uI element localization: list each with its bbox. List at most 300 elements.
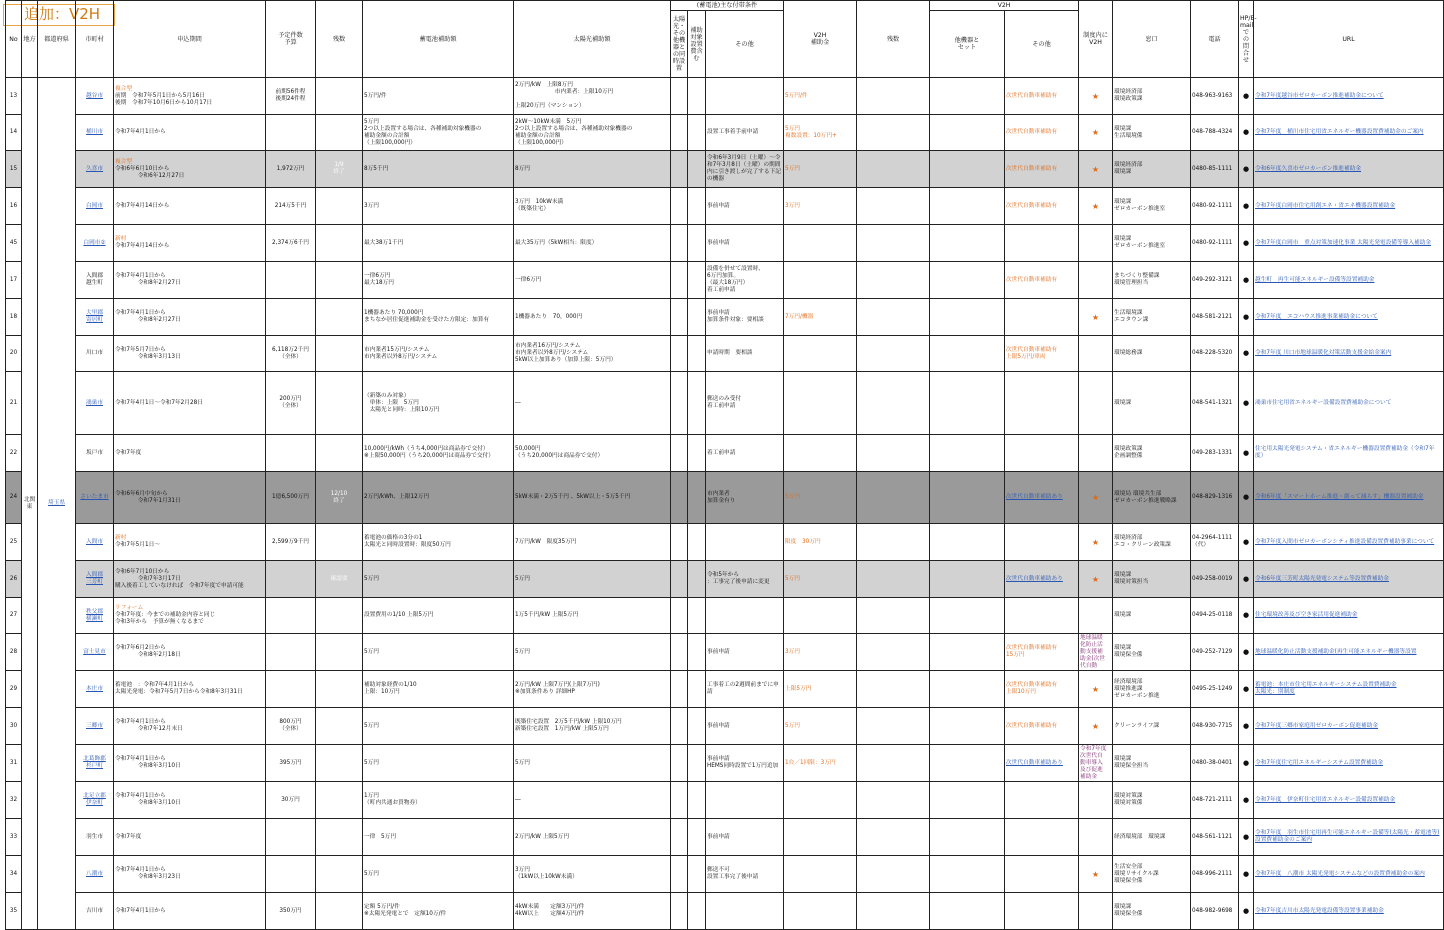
v2h-remain-cell: [857, 115, 930, 151]
v2h-amount-cell: [784, 893, 857, 930]
tel-cell: 048-930-7715: [1191, 708, 1239, 745]
battery-cell: 2万円/kWh、上限12万円: [363, 472, 514, 524]
v2h-set-cell: [930, 598, 1005, 634]
v2h-other-cell: [1005, 524, 1079, 561]
set-cell: [671, 671, 688, 708]
url-link[interactable]: 令和7年度 羽生市住宅用再生可能エネルギー設備等(太陽光・蓄電池等)設置費補助金のご案内: [1254, 819, 1444, 856]
set-cell: [671, 524, 688, 561]
city-cell[interactable]: 越谷市: [76, 78, 114, 115]
col-v2h-set: 他機器と セット: [930, 11, 1005, 78]
v2h-other-cell: [1005, 372, 1079, 435]
col-v2h-other: その他: [1005, 11, 1079, 78]
hp-mark-cell: ●: [1239, 78, 1254, 115]
period-cell: 令和7年4月1日から 令和8年2月27日: [114, 299, 266, 336]
other-cell: 事前申請: [706, 225, 784, 262]
incl-cell: [688, 472, 706, 524]
v2h-set-cell: [930, 336, 1005, 372]
remain-cell: [316, 336, 363, 372]
inst-v2h-cell: [1079, 819, 1113, 856]
col-battery: 蓄電池補助額: [363, 1, 514, 78]
set-cell: [671, 745, 688, 782]
v2h-remain-cell: [857, 893, 930, 930]
remain-cell: [316, 856, 363, 893]
hp-mark-cell: ●: [1239, 819, 1254, 856]
v2h-amount-cell: [784, 372, 857, 435]
incl-cell: [688, 708, 706, 745]
tel-cell: 04-2964-1111 （代）: [1191, 524, 1239, 561]
v2h-remain-cell: [857, 819, 930, 856]
inst-v2h-cell: [1079, 262, 1113, 299]
battery-cell: 1機器あたり 70,000円 まちなか居住促進補助金を受けた方限定：加算有: [363, 299, 514, 336]
url-link[interactable]: 令和7年度越谷市ゼロカーボン推進補助金について: [1254, 78, 1444, 115]
incl-cell: [688, 819, 706, 856]
tel-cell: 049-283-1331: [1191, 435, 1239, 472]
inst-v2h-cell: ★: [1079, 856, 1113, 893]
url-link[interactable]: 地球温暖化防止活動支援補助金(再生可能エネルギー機器等設置: [1254, 634, 1444, 671]
planned-cell: 350万円: [266, 893, 316, 930]
url-link[interactable]: 令和7年度 川口市地球温暖化対策活動支援金給金案内: [1254, 336, 1444, 372]
row-no: 34: [6, 856, 22, 893]
table-row: [6, 225, 1444, 262]
v2h-remain-cell: [857, 151, 930, 188]
dept-cell: 環境課 生活環境係: [1113, 115, 1191, 151]
dept-cell: 経済環境部 環境課: [1113, 819, 1191, 856]
dept-cell: 環境経済部 環境課: [1113, 151, 1191, 188]
planned-cell: 200万円 （全体）: [266, 372, 316, 435]
col-hp: HP/E-mailでの問合せ: [1239, 1, 1254, 78]
url-link[interactable]: 令和7年度 エコハウス推進事業補助金について: [1254, 299, 1444, 336]
v2h-remain-cell: [857, 372, 930, 435]
planned-cell: 214万5千円: [266, 188, 316, 225]
tel-cell: 0494-25-0118: [1191, 598, 1239, 634]
hp-mark-cell: ●: [1239, 225, 1254, 262]
url-link[interactable]: 令和7年度吉川市太陽光発電設備等設置事業補助金: [1254, 893, 1444, 930]
set-cell: [671, 299, 688, 336]
set-cell: [671, 634, 688, 671]
battery-cell: 8万5千円: [363, 151, 514, 188]
tel-cell: 049-292-3121: [1191, 262, 1239, 299]
col-no: No: [6, 1, 22, 78]
tel-cell: 048-963-9163: [1191, 78, 1239, 115]
v2h-other-cell: 次世代自動車補助あり: [1005, 472, 1079, 524]
v2h-amount-cell: [784, 782, 857, 819]
v2h-other-cell: 次世代自動車補助有 15万円: [1005, 634, 1079, 671]
inst-v2h-cell: [1079, 336, 1113, 372]
url-link[interactable]: 令和6年度三芳町太陽光発電システム等設置費補助金: [1254, 561, 1444, 598]
v2h-other-cell: [1005, 225, 1079, 262]
v2h-amount-cell: 5万円: [784, 472, 857, 524]
period-cell: 複合型 前期 令和7年5月1日から5月16日 後期 令和7年10月6日から10月17日: [114, 78, 266, 115]
v2h-remain-cell: [857, 856, 930, 893]
incl-cell: [688, 745, 706, 782]
incl-cell: [688, 299, 706, 336]
v2h-set-cell: [930, 151, 1005, 188]
remain-cell: [316, 598, 363, 634]
col-inst-v2h: 制度内に V2H: [1079, 1, 1113, 78]
hp-mark-cell: ●: [1239, 262, 1254, 299]
battery-cell: 1万円 （町内共通お買物券）: [363, 782, 514, 819]
col-v2h-amount: V2H 補助金: [784, 1, 857, 78]
v2h-set-cell: [930, 435, 1005, 472]
row-no: 30: [6, 708, 22, 745]
v2h-remain-cell: [857, 524, 930, 561]
hp-mark-cell: ●: [1239, 561, 1254, 598]
city-cell[interactable]: 秩父郡 横瀬町: [76, 598, 114, 634]
table-row: [6, 115, 1444, 151]
battery-cell: 一律6万円 最大18万円: [363, 262, 514, 299]
battery-cell: 5万円: [363, 561, 514, 598]
table-row: [6, 336, 1444, 372]
hp-mark-cell: ●: [1239, 856, 1254, 893]
incl-cell: [688, 893, 706, 930]
period-cell: 令和6年7月10日から 令和7年3月17日 購入後着工していなければ 令和7年度で申請可能: [114, 561, 266, 598]
tel-cell: 049-252-7129: [1191, 634, 1239, 671]
inst-v2h-cell: ★: [1079, 299, 1113, 336]
city-cell: 坂戸市: [76, 435, 114, 472]
battery-cell: 5万円: [363, 856, 514, 893]
dept-cell: 経済環境部 環境推進課 ゼロカーボン推進: [1113, 671, 1191, 708]
dept-cell: クリーンライフ課: [1113, 708, 1191, 745]
other-cell: 事前申請: [706, 634, 784, 671]
tel-cell: 049-258-0019: [1191, 561, 1239, 598]
hp-mark-cell: ●: [1239, 336, 1254, 372]
city-cell[interactable]: 白岡市: [76, 188, 114, 225]
period-cell: 令和6年6月中旬から 令和7年1月31日: [114, 472, 266, 524]
solar-cell: 2kW～10kW未満 5万円 2つ以上設置する場合は、各種補助対象機器の 補助金額の合計額 （上限100,000円）: [514, 115, 671, 151]
incl-cell: [688, 78, 706, 115]
other-cell: 申請時期 要相談: [706, 336, 784, 372]
remain-cell: [316, 188, 363, 225]
city-cell[interactable]: さいたま市: [76, 472, 114, 524]
other-cell: [706, 78, 784, 115]
url-link[interactable]: 住宅用太陽光発電システム・省エネルギー機器設置費補助金（令和7年度）: [1254, 435, 1444, 472]
hp-mark-cell: ●: [1239, 188, 1254, 225]
city-cell[interactable]: 白岡市②: [76, 225, 114, 262]
v2h-other-cell: 次世代自動車補助有 上限5万円/車両: [1005, 336, 1079, 372]
col-url: URL: [1254, 1, 1444, 78]
row-no: 32: [6, 782, 22, 819]
v2h-amount-cell: [784, 225, 857, 262]
planned-cell: [266, 299, 316, 336]
tel-cell: 0480-85-1111: [1191, 151, 1239, 188]
dept-cell: 環境課 ゼロカーボン推進室: [1113, 188, 1191, 225]
url-link[interactable]: 令和6年度「スマートホーム推進・創って減らす」機器設置補助金: [1254, 472, 1444, 524]
hp-mark-cell: ●: [1239, 372, 1254, 435]
period-cell: 令和7年4月1日から 令和8年3月23日: [114, 856, 266, 893]
inst-v2h-cell: [1079, 225, 1113, 262]
solar-cell: 1万5千円/kW 上限5万円: [514, 598, 671, 634]
v2h-set-cell: [930, 372, 1005, 435]
period-cell: 新村 令和7年4月14日から: [114, 225, 266, 262]
hp-mark-cell: ●: [1239, 115, 1254, 151]
dept-cell: 生活環境課 エコタウン課: [1113, 299, 1191, 336]
table-row: [6, 856, 1444, 893]
tel-cell: 048-982-9698: [1191, 893, 1239, 930]
dept-cell: 環境経済部 環境政策課: [1113, 78, 1191, 115]
city-cell[interactable]: 北足立郡 伊奈町: [76, 782, 114, 819]
hp-mark-cell: ●: [1239, 782, 1254, 819]
v2h-set-cell: [930, 708, 1005, 745]
hp-mark-cell: ●: [1239, 151, 1254, 188]
row-no: 16: [6, 188, 22, 225]
table-row: [6, 524, 1444, 561]
city-cell: 入間郡 越生町: [76, 262, 114, 299]
hp-mark-cell: ●: [1239, 893, 1254, 930]
v2h-set-cell: [930, 115, 1005, 151]
city-cell[interactable]: 大里郡 寄居町: [76, 299, 114, 336]
battery-cell: 市内業者15万円/システム 市内業者以外8万円/システム: [363, 336, 514, 372]
battery-cell: 5万円/件: [363, 78, 514, 115]
v2h-remain-cell: [857, 472, 930, 524]
set-cell: [671, 435, 688, 472]
v2h-set-cell: [930, 745, 1005, 782]
other-cell: 令和5年から ：工事完了後申請に変更: [706, 561, 784, 598]
url-link[interactable]: 令和7年度 八潮市 太陽光発電システムなどの設置費補助金の案内: [1254, 856, 1444, 893]
url-link[interactable]: 越生町 再生可能エネルギー設備等設置補助金: [1254, 262, 1444, 299]
v2h-set-cell: [930, 524, 1005, 561]
city-cell[interactable]: 八潮市: [76, 856, 114, 893]
battery-cell: 蓄電池の価格の3分の1 太陽光と同時設置時：限度50万円: [363, 524, 514, 561]
city-cell[interactable]: 鴻巣市: [76, 372, 114, 435]
inst-v2h-cell: 令和7年度 次世代自 動車導入 及び促進 補助金: [1079, 745, 1113, 782]
remain-cell: [316, 524, 363, 561]
incl-cell: [688, 336, 706, 372]
v2h-other-cell: 次世代自動車補助有 上限10万円: [1005, 671, 1079, 708]
col-conditions-group: (蓄電池)主な付帯条件: [671, 1, 784, 11]
v2h-other-cell: [1005, 782, 1079, 819]
incl-cell: [688, 524, 706, 561]
url-link[interactable]: 令和7年度白岡市 重点対策加速化事業 太陽光発電設備等導入補助金: [1254, 225, 1444, 262]
v2h-other-cell: [1005, 598, 1079, 634]
url-link[interactable]: 令和7年度住宅用エネルギーシステム設置費補助金: [1254, 745, 1444, 782]
remain-cell: [316, 299, 363, 336]
other-cell: 郵送不可 設置工事完了後申請: [706, 856, 784, 893]
v2h-remain-cell: [857, 435, 930, 472]
col-v2h-group: V2H: [930, 1, 1079, 11]
table-row: [6, 561, 1444, 598]
period-cell: 令和7年5月7日から 令和8年3月13日: [114, 336, 266, 372]
city-cell[interactable]: 入間郡 三芳町: [76, 561, 114, 598]
city-cell[interactable]: 桶川市: [76, 115, 114, 151]
remain-cell: [316, 782, 363, 819]
planned-cell: 1,972万円: [266, 151, 316, 188]
dept-cell: 環境政策課 企画調整係: [1113, 435, 1191, 472]
v2h-amount-cell: 3万円: [784, 188, 857, 225]
table-row: [6, 745, 1444, 782]
table-row: [6, 634, 1444, 671]
row-no: 35: [6, 893, 22, 930]
hp-mark-cell: ●: [1239, 299, 1254, 336]
period-cell: リフォーム 令和7年度：今までの補助金内容と同じ 令和3年から 予算が無くなるまで: [114, 598, 266, 634]
dept-cell: 環境局 環境共生部 ゼロカーボン推進戦略課: [1113, 472, 1191, 524]
url-link[interactable]: 鴻巣市住宅用省エネルギー設備設置費補助金について: [1254, 372, 1444, 435]
dept-cell: 環境課 環境保全係: [1113, 634, 1191, 671]
set-cell: [671, 188, 688, 225]
planned-cell: 前期56件程 後期24件程: [266, 78, 316, 115]
hp-mark-cell: ●: [1239, 671, 1254, 708]
v2h-set-cell: [930, 634, 1005, 671]
period-cell: 令和7年4月1日～令和7年2月28日: [114, 372, 266, 435]
v2h-set-cell: [930, 671, 1005, 708]
url-link[interactable]: 令和6年度久喜市ゼロカーボン推進補助金: [1254, 151, 1444, 188]
set-cell: [671, 893, 688, 930]
added-v2h-tag: 追加：V2H: [3, 4, 115, 26]
set-cell: [671, 372, 688, 435]
other-cell: 事前申請 HEMS同時設置で1万円追加: [706, 745, 784, 782]
planned-cell: [266, 262, 316, 299]
hp-mark-cell: ●: [1239, 472, 1254, 524]
battery-cell: （新築のみ対象） 単体：上限 5万円 太陽光と同時：上限10万円: [363, 372, 514, 435]
url-link[interactable]: 住宅環境改善及び空き家活用促進補助金: [1254, 598, 1444, 634]
col-other: その他: [706, 11, 784, 78]
solar-cell: 5万円: [514, 561, 671, 598]
solar-cell: 50,000円 （うち20,000円は商品券で交付）: [514, 435, 671, 472]
incl-cell: [688, 671, 706, 708]
remain-cell: [316, 78, 363, 115]
v2h-amount-cell: 5万円: [784, 561, 857, 598]
remain-cell: [316, 634, 363, 671]
url-link[interactable]: 令和7年度 桶川市住宅用省エネルギー機器設置費補助金のご案内: [1254, 115, 1444, 151]
v2h-set-cell: [930, 299, 1005, 336]
v2h-amount-cell: 5万円: [784, 708, 857, 745]
remain-cell: [316, 893, 363, 930]
row-no: 20: [6, 336, 22, 372]
inst-v2h-cell: ★: [1079, 115, 1113, 151]
hp-mark-cell: ●: [1239, 524, 1254, 561]
other-cell: 事前申請: [706, 188, 784, 225]
city-cell[interactable]: 北葛飾郡 杉戸町: [76, 745, 114, 782]
row-no: 31: [6, 745, 22, 782]
city-cell[interactable]: 入間市: [76, 524, 114, 561]
incl-cell: [688, 856, 706, 893]
other-cell: [706, 598, 784, 634]
v2h-amount-cell: [784, 819, 857, 856]
tel-cell: 0495-25-1249: [1191, 671, 1239, 708]
set-cell: [671, 115, 688, 151]
planned-cell: [266, 561, 316, 598]
period-cell: 令和7年4月1日から 令和8年2月27日: [114, 262, 266, 299]
solar-cell: 8万円: [514, 151, 671, 188]
hp-mark-cell: ●: [1239, 708, 1254, 745]
v2h-set-cell: [930, 188, 1005, 225]
dept-cell: 環境課 環境保全係: [1113, 893, 1191, 930]
period-cell: 令和7年4月1日から: [114, 893, 266, 930]
tel-cell: 048-721-2111: [1191, 782, 1239, 819]
row-no: 45: [6, 225, 22, 262]
table-row: [6, 188, 1444, 225]
v2h-set-cell: [930, 78, 1005, 115]
battery-cell: 定額 5万円/件 ※太陽光発電とで 定額10万/件: [363, 893, 514, 930]
other-cell: 設備を併せて設置時、 6万円加算。 （最大18万円） 着工前申請: [706, 262, 784, 299]
city-cell[interactable]: 三郷市: [76, 708, 114, 745]
remain-cell: [316, 819, 363, 856]
city-cell[interactable]: 久喜市: [76, 151, 114, 188]
url-link[interactable]: 令和7年度白岡市住宅用創エネ・省エネ機器設置補助金: [1254, 188, 1444, 225]
solar-cell: 最大35万円（5kW相当：限度）: [514, 225, 671, 262]
url-link[interactable]: 蓄電池：本庄市住宅用エネルギーシステム設置費補助金 太陽光：別制度: [1254, 671, 1444, 708]
v2h-amount-cell: 1台／1回限：3万円: [784, 745, 857, 782]
row-no: 18: [6, 299, 22, 336]
v2h-remain-cell: [857, 671, 930, 708]
inst-v2h-cell: ★: [1079, 472, 1113, 524]
set-cell: [671, 151, 688, 188]
v2h-amount-cell: [784, 598, 857, 634]
pref-cell[interactable]: 埼玉県: [38, 78, 76, 930]
url-link[interactable]: 令和7年度入間市ゼロカーボンシティ推進設備設置費補助事業について: [1254, 524, 1444, 561]
planned-cell: 1億6,500万円: [266, 472, 316, 524]
v2h-remain-cell: [857, 708, 930, 745]
battery-cell: 5万円: [363, 634, 514, 671]
v2h-remain-cell: [857, 262, 930, 299]
v2h-remain-cell: [857, 188, 930, 225]
city-cell[interactable]: 富士見市: [76, 634, 114, 671]
inst-v2h-cell: [1079, 893, 1113, 930]
remain-cell: [316, 745, 363, 782]
v2h-set-cell: [930, 472, 1005, 524]
incl-cell: [688, 634, 706, 671]
remain-cell: [316, 262, 363, 299]
remain-cell: [316, 671, 363, 708]
other-cell: 市内業者 加算金有り: [706, 472, 784, 524]
battery-cell: 設置費用の1/10 上限5万円: [363, 598, 514, 634]
set-cell: [671, 262, 688, 299]
row-no: 26: [6, 561, 22, 598]
planned-cell: [266, 856, 316, 893]
planned-cell: 6,118万2千円 （全体）: [266, 336, 316, 372]
tel-cell: 048-561-1121: [1191, 819, 1239, 856]
solar-cell: 1機器あたり 70，000円: [514, 299, 671, 336]
solar-cell: 4kW未満 定額3万円/件 4kW以上 定額4万円/件: [514, 893, 671, 930]
row-no: 15: [6, 151, 22, 188]
v2h-set-cell: [930, 782, 1005, 819]
set-cell: [671, 708, 688, 745]
set-cell: [671, 472, 688, 524]
row-no: 17: [6, 262, 22, 299]
other-cell: [706, 782, 784, 819]
v2h-remain-cell: [857, 336, 930, 372]
v2h-set-cell: [930, 819, 1005, 856]
v2h-amount-cell: 7万円/機器: [784, 299, 857, 336]
v2h-amount-cell: [784, 435, 857, 472]
v2h-other-cell: 次世代自動車補助有: [1005, 188, 1079, 225]
battery-cell: 5万円: [363, 708, 514, 745]
url-link[interactable]: 令和7年度 伊奈町住宅用省エネルギー設備設置補助金: [1254, 782, 1444, 819]
row-no: 28: [6, 634, 22, 671]
v2h-remain-cell: [857, 634, 930, 671]
v2h-amount-cell: 5万円 複数設置：10万円+: [784, 115, 857, 151]
table-row: [6, 151, 1444, 188]
hp-mark-cell: ●: [1239, 435, 1254, 472]
incl-cell: [688, 188, 706, 225]
solar-cell: 2万円/kW 上限5万円: [514, 819, 671, 856]
battery-cell: 一律 5万円: [363, 819, 514, 856]
v2h-set-cell: [930, 893, 1005, 930]
incl-cell: [688, 561, 706, 598]
v2h-set-cell: [930, 262, 1005, 299]
other-cell: [706, 524, 784, 561]
dept-cell: 環境課 環境保全担当: [1113, 745, 1191, 782]
inst-v2h-cell: [1079, 372, 1113, 435]
v2h-amount-cell: 3万円: [784, 634, 857, 671]
remain-cell: [316, 435, 363, 472]
inst-v2h-cell: ★: [1079, 188, 1113, 225]
url-link[interactable]: 令和7年度三郷市家庭用ゼロカーボン促進補助金: [1254, 708, 1444, 745]
solar-cell: 一律6万円: [514, 262, 671, 299]
battery-cell: 10,000円/kWh（うち4,000円は商品券で交付） ※上限50,000円（うち20,000円は商品券で交付）: [363, 435, 514, 472]
tel-cell: 0480-92-1111: [1191, 225, 1239, 262]
inst-v2h-cell: ★: [1079, 78, 1113, 115]
city-cell[interactable]: 本庄市: [76, 671, 114, 708]
